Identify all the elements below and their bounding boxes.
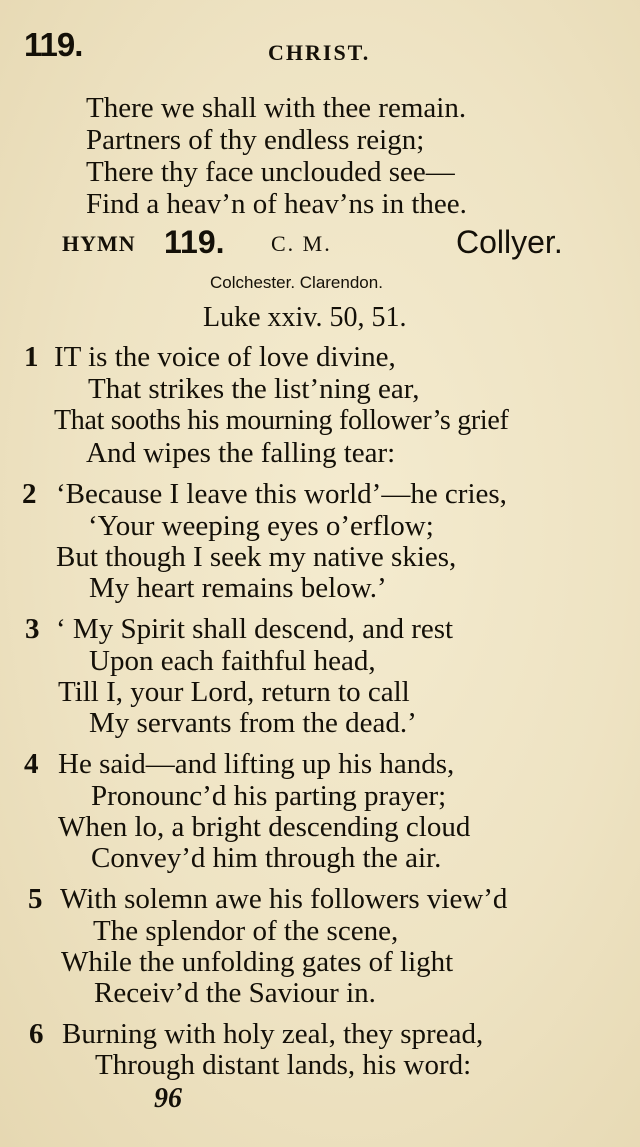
verse-line: Till I, your Lord, return to call — [58, 676, 410, 708]
verse-line: While the unfolding gates of light — [61, 946, 454, 978]
verse-line: Pronounc’d his parting prayer; — [91, 780, 447, 812]
verse-line: There thy face unclouded see— — [86, 156, 455, 188]
verse-line: ‘ My Spirit shall descend, and rest — [56, 613, 454, 645]
stanza-number: 2 — [22, 478, 37, 510]
verse-line: When lo, a bright descending cloud — [58, 811, 471, 843]
verse-line: Burning with holy zeal, they spread, — [62, 1018, 484, 1050]
verse-line: There we shall with thee remain. — [86, 92, 467, 124]
verse-line: But though I seek my native skies, — [56, 541, 457, 573]
stanza-number: 4 — [24, 748, 39, 780]
stanza-number: 3 — [25, 613, 40, 645]
hymn-author: Collyer. — [456, 224, 563, 260]
verse-line: Upon each faithful head, — [89, 645, 376, 677]
verse-line: ‘Because I leave this world’—he cries, — [56, 478, 507, 510]
verse-line: The splendor of the scene, — [93, 915, 399, 947]
verse-line: ‘Your weeping eyes o’erflow; — [88, 510, 434, 542]
page-signature: 96 — [154, 1083, 182, 1114]
verse-line: That sooths his mourning follower’s grief — [54, 405, 509, 436]
scripture-reference: Luke xxiv. 50, 51. — [203, 302, 407, 333]
stanza-number: 1 — [24, 341, 39, 373]
hymn-meter: C. M. — [271, 231, 332, 256]
verse-line: Receiv’d the Saviour in. — [94, 977, 376, 1009]
hymn-number: 119. — [164, 224, 225, 260]
verse-line: Partners of thy endless reign; — [86, 124, 425, 156]
verse-line: He said—and lifting up his hands, — [58, 748, 455, 780]
page-number: 119. — [24, 26, 83, 63]
verse-line: My heart remains below.’ — [89, 572, 387, 604]
verse-line: Find a heav’n of heav’ns in thee. — [86, 188, 467, 220]
verse-line: My servants from the dead.’ — [89, 707, 417, 739]
running-head: CHRIST. — [268, 40, 371, 65]
verse-line: And wipes the falling tear: — [86, 437, 396, 469]
tune-names: Colchester. Clarendon. — [210, 273, 383, 292]
stanza-number: 6 — [29, 1018, 44, 1050]
verse-line: That strikes the list’ning ear, — [88, 373, 420, 405]
stanza-number: 5 — [28, 883, 43, 915]
hymn-label: HYMN — [62, 231, 136, 256]
verse-line: Convey’d him through the air. — [91, 842, 442, 874]
verse-line: With solemn awe his followers view’d — [60, 883, 508, 915]
verse-line: Through distant lands, his word: — [95, 1049, 472, 1081]
verse-line: IT is the voice of love divine, — [54, 341, 396, 373]
